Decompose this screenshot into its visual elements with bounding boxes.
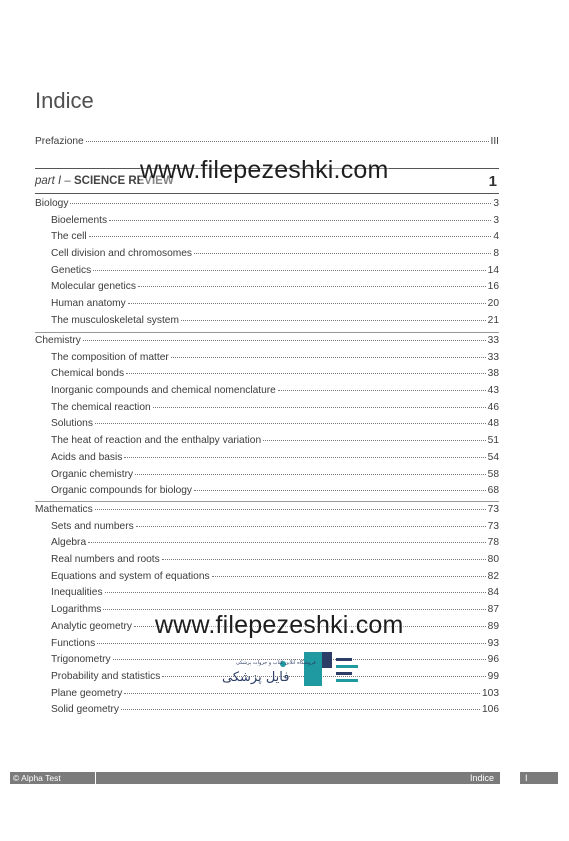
toc-row[interactable] xyxy=(35,521,499,538)
leader-dots xyxy=(97,643,485,644)
toc-row[interactable] xyxy=(35,485,499,502)
leader-dots xyxy=(109,220,491,221)
toc-label: Genetics xyxy=(51,264,92,276)
leader-dots xyxy=(95,509,486,510)
page-title: Indice xyxy=(35,88,94,113)
toc-label: The cell xyxy=(51,231,87,243)
toc-section-chemistry xyxy=(35,335,499,502)
leader-dots xyxy=(181,320,486,321)
section-title: Mathematics xyxy=(35,504,93,515)
toc-label: Functions xyxy=(51,637,96,649)
leader-dots xyxy=(83,340,486,341)
toc-page-number: 99 xyxy=(487,670,499,682)
toc-page-number: 20 xyxy=(487,298,499,310)
toc-page-number: 96 xyxy=(487,654,499,666)
toc-label: Inequalities xyxy=(51,587,103,599)
toc-row[interactable] xyxy=(35,248,499,265)
footer-page-number: I xyxy=(520,772,558,784)
leader-dots xyxy=(89,236,492,237)
leader-dots xyxy=(136,526,486,527)
toc-row[interactable] xyxy=(35,571,499,588)
toc-page-number: 4 xyxy=(493,231,499,243)
toc-row[interactable] xyxy=(35,402,499,419)
toc-row[interactable] xyxy=(35,215,499,232)
leader-dots xyxy=(128,303,486,304)
toc-section-row[interactable] xyxy=(35,504,499,521)
part-page-number: 1 xyxy=(488,172,497,190)
toc-row[interactable] xyxy=(35,435,499,452)
toc-label: Solid geometry xyxy=(51,704,119,716)
toc-page-number: 48 xyxy=(487,418,499,430)
part-name: SCIENCE REVIEW xyxy=(74,175,174,187)
toc-label: Bioelements xyxy=(51,214,108,226)
toc-row[interactable] xyxy=(35,352,499,369)
toc-page-number: 51 xyxy=(487,435,499,447)
toc-label: Molecular genetics xyxy=(51,281,136,293)
toc-section-row[interactable] xyxy=(35,335,499,352)
toc-page-number: 68 xyxy=(487,485,499,497)
leader-dots xyxy=(162,559,486,560)
toc-page-number: 54 xyxy=(487,451,499,463)
toc-row[interactable] xyxy=(35,315,499,332)
toc-page-number: 80 xyxy=(487,554,499,566)
toc-page-number: 82 xyxy=(487,570,499,582)
toc-page-number: 103 xyxy=(482,687,499,699)
toc-row[interactable] xyxy=(35,704,499,721)
leader-dots xyxy=(121,709,480,710)
leader-dots xyxy=(278,390,486,391)
logo-title: فایل پزشکی xyxy=(222,670,290,685)
toc-row[interactable] xyxy=(35,418,499,435)
toc-label: Sets and numbers xyxy=(51,520,134,532)
toc-row[interactable] xyxy=(35,368,499,385)
toc-label: Logarithms xyxy=(51,604,102,616)
toc-page-number: 46 xyxy=(487,401,499,413)
toc-row[interactable] xyxy=(35,385,499,402)
toc-label: The heat of reaction and the enthalpy variation xyxy=(51,435,262,447)
toc-label: Plane geometry xyxy=(51,687,123,699)
toc-page-number: 3 xyxy=(493,214,499,226)
leader-dots xyxy=(212,576,486,577)
footer-section-label: Indice xyxy=(96,772,500,784)
leader-dots xyxy=(86,141,489,142)
toc-page-number: 14 xyxy=(487,264,499,276)
toc-row[interactable] xyxy=(35,587,499,604)
toc-label: The composition of matter xyxy=(51,351,169,363)
section-title: Biology xyxy=(35,198,69,209)
toc-page-number: 3 xyxy=(493,198,499,209)
footer-copyright: © Alpha Test xyxy=(10,772,95,784)
toc-page-number: 58 xyxy=(487,468,499,480)
toc-row[interactable] xyxy=(35,298,499,315)
toc-page-number: 106 xyxy=(482,704,499,716)
toc-label: Cell division and chromosomes xyxy=(51,248,192,260)
section-title: Chemistry xyxy=(35,335,81,346)
toc-page-number: III xyxy=(490,136,499,147)
toc-label: Analytic geometry xyxy=(51,620,132,632)
leader-dots xyxy=(194,490,486,491)
toc-page-number: 89 xyxy=(487,620,499,632)
toc-row[interactable] xyxy=(35,688,499,705)
leader-dots xyxy=(105,592,486,593)
toc-page-number: 73 xyxy=(487,504,499,515)
toc-label: Real numbers and roots xyxy=(51,554,160,566)
toc-label: Prefazione xyxy=(35,136,84,147)
toc-label: Solutions xyxy=(51,418,93,430)
toc-label: The musculoskeletal system xyxy=(51,314,179,326)
leader-dots xyxy=(88,542,486,543)
toc-row[interactable] xyxy=(35,469,499,486)
leader-dots xyxy=(153,407,486,408)
leader-dots xyxy=(171,357,486,358)
section-divider xyxy=(35,501,499,502)
toc-label: Human anatomy xyxy=(51,298,126,310)
leader-dots xyxy=(70,203,491,204)
toc-label: Trigonometry xyxy=(51,654,111,666)
toc-row[interactable] xyxy=(35,265,499,282)
leader-dots xyxy=(124,693,480,694)
leader-dots xyxy=(103,609,485,610)
toc-row-preface[interactable] xyxy=(35,136,499,153)
toc-page-number: 73 xyxy=(487,520,499,532)
watermark-logo xyxy=(218,650,368,690)
toc-section-row[interactable] xyxy=(35,198,499,215)
toc-row[interactable] xyxy=(35,281,499,298)
toc-row[interactable] xyxy=(35,554,499,571)
leader-dots xyxy=(194,253,491,254)
leader-dots xyxy=(126,373,486,374)
toc-preface xyxy=(35,136,499,153)
watermark-text-bottom: www.filepezeshki.com xyxy=(155,611,404,639)
leader-dots xyxy=(124,457,485,458)
toc-page-number: 38 xyxy=(487,368,499,380)
section-divider xyxy=(35,332,499,333)
part-prefix: part I – xyxy=(35,175,71,187)
toc-label: Probability and statistics xyxy=(51,670,161,682)
leader-dots xyxy=(95,423,486,424)
toc-row[interactable] xyxy=(35,537,499,554)
toc-label: Algebra xyxy=(51,537,87,549)
watermark-text-top: www.filepezeshki.com xyxy=(140,156,389,184)
toc-page-number: 21 xyxy=(487,314,499,326)
toc-section-biology xyxy=(35,198,499,332)
toc-label: Chemical bonds xyxy=(51,368,125,380)
toc-page-number: 43 xyxy=(487,385,499,397)
toc-label: Inorganic compounds and chemical nomenclature xyxy=(51,385,276,397)
toc-page-number: 8 xyxy=(493,248,499,260)
leader-dots xyxy=(138,286,486,287)
leader-dots xyxy=(93,270,485,271)
toc-page-number: 78 xyxy=(487,537,499,549)
toc-label: Organic compounds for biology xyxy=(51,485,193,497)
toc-row[interactable] xyxy=(35,452,499,469)
logo-subtitle: فروشگاه آنلاین کتاب و جزوات پزشکی xyxy=(236,660,316,666)
toc-page-number: 33 xyxy=(487,335,499,346)
toc-label: Organic chemistry xyxy=(51,468,134,480)
toc-page-number: 84 xyxy=(487,587,499,599)
toc-label: Acids and basis xyxy=(51,451,123,463)
leader-dots xyxy=(135,474,486,475)
toc-page-number: 93 xyxy=(487,637,499,649)
toc-page-number: 33 xyxy=(487,351,499,363)
leader-dots xyxy=(263,440,486,441)
toc-page-number: 16 xyxy=(487,281,499,293)
toc-label: The chemical reaction xyxy=(51,401,151,413)
toc-row[interactable] xyxy=(35,231,499,248)
toc-label: Equations and system of equations xyxy=(51,570,210,582)
toc-page-number: 87 xyxy=(487,604,499,616)
